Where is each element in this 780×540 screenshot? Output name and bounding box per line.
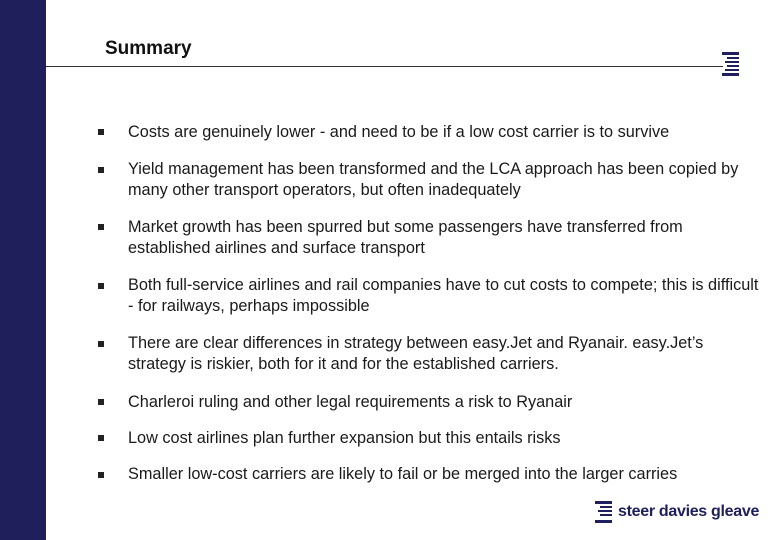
square-bullet-icon (98, 129, 104, 135)
bullet-text: Market growth has been spurred but some passengers have transferred from established airlines and surface transport (128, 218, 683, 257)
square-bullet-icon (98, 435, 104, 441)
square-bullet-icon (98, 472, 104, 478)
steer-davies-gleave-logo-icon (595, 501, 612, 523)
square-bullet-icon (98, 399, 104, 405)
bullet-text: Charleroi ruling and other legal requirements a risk to Ryanair (128, 393, 573, 411)
bullet-text: Yield management has been transformed and the LCA approach has been copied by many other transport operators, but often inadequately (128, 160, 739, 199)
brand-name: steer davies gleave (618, 503, 760, 520)
bullet-text: Costs are genuinely lower - and need to be if a low cost carrier is to survive (128, 123, 670, 141)
bullet-text: There are clear differences in strategy between easy.Jet and Ryanair. easy.Jet’s strategy is riskier, both for it and for the established carriers. (128, 334, 704, 373)
bullet-text: Low cost airlines plan further expansion but this entails risks (128, 429, 561, 447)
square-bullet-icon (98, 224, 104, 230)
square-bullet-icon (98, 283, 104, 289)
brand-logo (595, 500, 759, 524)
square-bullet-icon (98, 167, 104, 173)
bullet-text: Smaller low-cost carriers are likely to fail or be merged into the larger carries (128, 465, 678, 483)
page-title: Summary (105, 38, 192, 59)
square-bullet-icon (98, 341, 104, 347)
bullet-text: Both full-service airlines and rail companies have to cut costs to compete; this is difficult - for railways, perhaps impossible (128, 276, 759, 315)
